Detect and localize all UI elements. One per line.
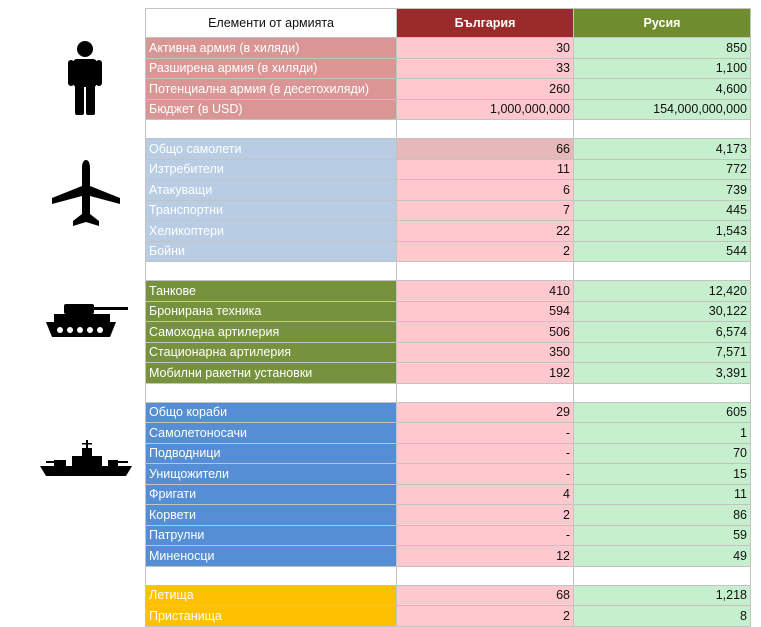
row-label[interactable]: Стационарна артилерия [146, 342, 397, 363]
russia-value[interactable]: 605 [574, 402, 751, 423]
table-row [146, 200, 751, 221]
header-bulgaria-cell[interactable]: България [397, 9, 574, 38]
table-row [146, 443, 751, 464]
russia-value[interactable]: 4,173 [574, 139, 751, 160]
row-label[interactable]: Патрулни [146, 525, 397, 546]
bulgaria-value[interactable]: 506 [397, 322, 574, 343]
russia-value[interactable]: 86 [574, 505, 751, 526]
table-row [146, 301, 751, 322]
table-row [146, 464, 751, 485]
table-row [146, 505, 751, 526]
empty-row [146, 566, 751, 585]
russia-value[interactable]: 7,571 [574, 342, 751, 363]
empty-cell[interactable] [397, 566, 574, 585]
table-row [146, 342, 751, 363]
bulgaria-value[interactable]: - [397, 423, 574, 444]
row-label[interactable]: Атакуващи [146, 180, 397, 201]
bulgaria-value[interactable]: 2 [397, 606, 574, 627]
row-label[interactable]: Активна армия (в хиляди) [146, 38, 397, 59]
empty-cell[interactable] [397, 262, 574, 281]
empty-cell[interactable] [146, 566, 397, 585]
russia-value[interactable]: 8 [574, 606, 751, 627]
russia-value[interactable]: 11 [574, 484, 751, 505]
table-row [146, 423, 751, 444]
row-label[interactable]: Разширена армия (в хиляди) [146, 58, 397, 79]
table-row [146, 402, 751, 423]
bulgaria-value[interactable]: 410 [397, 281, 574, 302]
empty-cell[interactable] [397, 120, 574, 139]
russia-value[interactable]: 49 [574, 546, 751, 567]
row-label[interactable]: Танкове [146, 281, 397, 302]
russia-value[interactable]: 59 [574, 525, 751, 546]
row-label[interactable]: Подводници [146, 443, 397, 464]
bulgaria-value[interactable]: 22 [397, 221, 574, 242]
russia-value[interactable]: 154,000,000,000 [574, 99, 751, 120]
row-label[interactable]: Бронирана техника [146, 301, 397, 322]
row-label[interactable]: Общо кораби [146, 402, 397, 423]
bulgaria-value[interactable]: 1,000,000,000 [397, 99, 574, 120]
russia-value[interactable]: 1 [574, 423, 751, 444]
empty-row [146, 262, 751, 281]
table-row [146, 221, 751, 242]
header-label-cell[interactable]: Елементи от армията [146, 9, 397, 38]
bulgaria-value[interactable]: 2 [397, 505, 574, 526]
table-row [146, 99, 751, 120]
empty-cell[interactable] [146, 262, 397, 281]
bulgaria-value[interactable]: 260 [397, 79, 574, 100]
russia-value[interactable]: 772 [574, 159, 751, 180]
bulgaria-value[interactable]: 2 [397, 241, 574, 262]
row-label[interactable]: Хеликоптери [146, 221, 397, 242]
russia-value[interactable]: 3,391 [574, 363, 751, 384]
table-row [146, 606, 751, 627]
row-label[interactable]: Мобилни ракетни установки [146, 363, 397, 384]
person-icon [48, 40, 122, 116]
table-row [146, 38, 751, 59]
row-label[interactable]: Фригати [146, 484, 397, 505]
bulgaria-value[interactable]: - [397, 525, 574, 546]
row-label[interactable]: Самолетоносачи [146, 423, 397, 444]
empty-cell[interactable] [574, 566, 751, 585]
row-label[interactable]: Миненосци [146, 546, 397, 567]
comparison-table [145, 8, 751, 627]
russia-value[interactable]: 1,100 [574, 58, 751, 79]
bulgaria-value[interactable]: 29 [397, 402, 574, 423]
bulgaria-value[interactable]: 30 [397, 38, 574, 59]
row-label[interactable]: Летища [146, 585, 397, 606]
russia-value[interactable]: 6,574 [574, 322, 751, 343]
warship-icon [38, 440, 134, 478]
row-label[interactable]: Бойни [146, 241, 397, 262]
bulgaria-value[interactable]: 350 [397, 342, 574, 363]
tank-icon [40, 300, 130, 340]
row-label[interactable]: Пристанища [146, 606, 397, 627]
table-row [146, 546, 751, 567]
table-row [146, 180, 751, 201]
bulgaria-value[interactable]: 12 [397, 546, 574, 567]
row-label[interactable]: Корвети [146, 505, 397, 526]
row-label[interactable]: Изтребители [146, 159, 397, 180]
russia-value[interactable]: 739 [574, 180, 751, 201]
bulgaria-value[interactable]: 7 [397, 200, 574, 221]
empty-cell[interactable] [574, 383, 751, 402]
russia-value[interactable]: 445 [574, 200, 751, 221]
empty-row [146, 383, 751, 402]
row-label[interactable]: Потенциална армия (в десетохиляди) [146, 79, 397, 100]
table-row [146, 159, 751, 180]
bulgaria-value[interactable]: 6 [397, 180, 574, 201]
table-row [146, 363, 751, 384]
bulgaria-value[interactable]: 33 [397, 58, 574, 79]
row-label[interactable]: Самоходна артилерия [146, 322, 397, 343]
table-row [146, 484, 751, 505]
table-row [146, 525, 751, 546]
empty-cell[interactable] [146, 120, 397, 139]
table-row [146, 58, 751, 79]
bulgaria-value[interactable]: 4 [397, 484, 574, 505]
russia-value[interactable]: 4,600 [574, 79, 751, 100]
bulgaria-value[interactable]: - [397, 464, 574, 485]
russia-value[interactable]: 15 [574, 464, 751, 485]
russia-value[interactable]: 850 [574, 38, 751, 59]
table-row [146, 322, 751, 343]
table-row [146, 241, 751, 262]
russia-value[interactable]: 1,543 [574, 221, 751, 242]
table-row [146, 281, 751, 302]
row-label[interactable]: Общо самолети [146, 139, 397, 160]
empty-row [146, 120, 751, 139]
empty-cell[interactable] [397, 383, 574, 402]
bulgaria-value[interactable]: 68 [397, 585, 574, 606]
bulgaria-value[interactable]: 66 [397, 139, 574, 160]
header-russia-cell[interactable]: Русия [574, 9, 751, 38]
bulgaria-value[interactable]: - [397, 443, 574, 464]
table-row [146, 585, 751, 606]
row-label[interactable]: Унищожители [146, 464, 397, 485]
bulgaria-value[interactable]: 11 [397, 159, 574, 180]
row-label[interactable]: Транспортни [146, 200, 397, 221]
empty-cell[interactable] [574, 262, 751, 281]
airplane-icon [50, 158, 122, 230]
russia-value[interactable]: 30,122 [574, 301, 751, 322]
empty-cell[interactable] [574, 120, 751, 139]
table-row [146, 79, 751, 100]
russia-value[interactable]: 1,218 [574, 585, 751, 606]
bulgaria-value[interactable]: 594 [397, 301, 574, 322]
russia-value[interactable]: 70 [574, 443, 751, 464]
bulgaria-value[interactable]: 192 [397, 363, 574, 384]
table-row [146, 139, 751, 160]
russia-value[interactable]: 544 [574, 241, 751, 262]
russia-value[interactable]: 12,420 [574, 281, 751, 302]
empty-cell[interactable] [146, 383, 397, 402]
row-label[interactable]: Бюджет (в USD) [146, 99, 397, 120]
